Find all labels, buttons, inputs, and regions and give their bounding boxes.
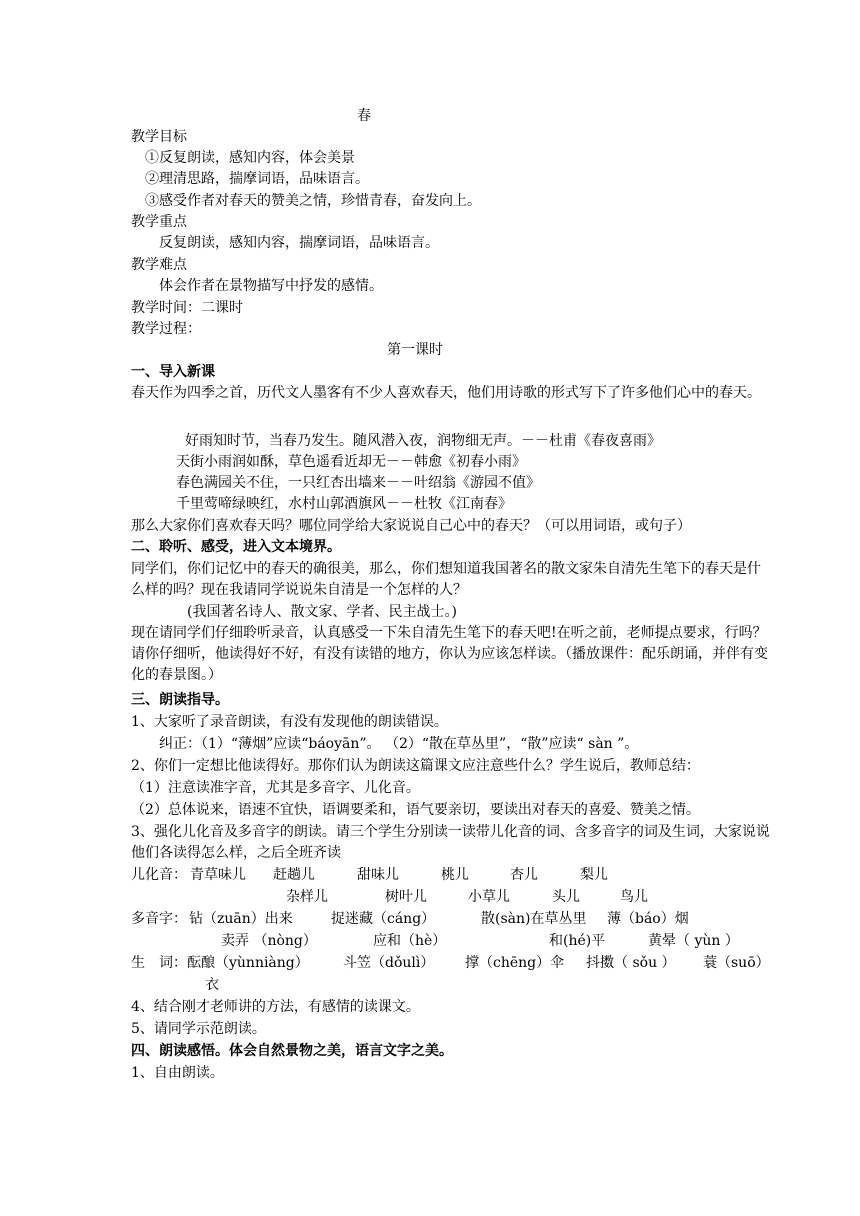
erhua-word: 树叶儿 — [385, 889, 427, 905]
difficulty-heading: 教学难点 — [131, 257, 187, 273]
shengci-tail: 衣 — [205, 977, 219, 993]
teaching-time: 教学时间：二课时 — [131, 300, 243, 316]
shengci-word: 蓑（suō） — [703, 955, 770, 971]
erhua-label: 儿化音： — [131, 867, 187, 883]
shengci-label: 生 — [131, 955, 145, 971]
shengci-word: 抖擞（ sǒu ） — [586, 955, 676, 971]
teaching-process: 教学过程： — [131, 321, 201, 337]
part4-item: 1、自由朗读。 — [131, 1065, 224, 1081]
poem-line: 好雨知时节，当春乃发生。随风潜入夜，润物细无声。－－杜甫《春夜喜雨》 — [185, 433, 661, 449]
erhua-word: 青草味儿 — [190, 867, 246, 883]
goal-item: ③感受作者对春天的赞美之情，珍惜青春，奋发向上。 — [145, 193, 481, 209]
erhua-word: 杏儿 — [510, 867, 538, 883]
shengci-word: 撑（chēng）伞 — [465, 955, 565, 971]
lesson-heading: 第一课时 — [387, 342, 443, 358]
key-text: 反复朗读，感知内容，揣摩词语，品味语言。 — [159, 235, 439, 251]
shengci-word: 斗笠（dǒulì） — [343, 955, 435, 971]
duoyin-word: 黄晕（ yùn ） — [648, 933, 739, 949]
part2-paragraph: 同学们，你们记忆中的春天的确很美，那么，你们想知道我国著名的散文家朱自清先生笔下的春天是什么样的吗？现在我请同学说说朱自清是一个怎样的人？ — [131, 561, 761, 598]
part3-subitem: （2）总体说来，语速不宜快，语调要柔和，语气要亲切，要读出对春天的喜爱、赞美之情。 — [131, 802, 700, 818]
part4-heading: 四、朗读感悟。体会自然景物之美，语言文字之美。 — [131, 1043, 453, 1059]
part3-item: 5、请同学示范朗读。 — [131, 1021, 266, 1037]
part1-heading: 一、导入新课 — [131, 364, 215, 380]
part3-item: 3、强化儿化音及多音字的朗读。请三个学生分别读一读带儿化音的词、含多音字的词及生词，大家说说他们各读得怎么样，之后全班齐读 — [131, 824, 770, 861]
part3-subitem: （1）注意读准字音，尤其是多音字、儿化音。 — [131, 780, 420, 796]
erhua-word: 甜味儿 — [357, 867, 399, 883]
erhua-word: 桃儿 — [441, 867, 469, 883]
key-heading: 教学重点 — [131, 214, 187, 230]
poem-line: 千里莺啼绿映红，水村山郭酒旗风－－杜牧《江南春》 — [176, 496, 512, 512]
shengci-word: 酝酿（yùnniàng） — [187, 955, 309, 971]
goal-item: ②理清思路，揣摩词语，品味语言。 — [145, 171, 369, 187]
goals-heading: 教学目标 — [131, 129, 187, 145]
duoyin-word: 和(hé)平 — [549, 933, 606, 949]
goal-item: ①反复朗读，感知内容，体会美景 — [145, 150, 355, 166]
document-title: 春 — [357, 108, 371, 124]
erhua-word: 头儿 — [552, 889, 580, 905]
poem-line: 春色满园关不住，一只红杏出墙来－－叶绍翁《游园不值》 — [176, 475, 540, 491]
erhua-word: 小草儿 — [468, 889, 510, 905]
shengci-label: 词： — [159, 955, 187, 971]
part3-item: 2、你们一定想比他读得好。那你们认为朗读这篇课文应注意些什么？学生说后，教师总结： — [131, 758, 700, 774]
duoyin-label: 多音字： — [131, 911, 187, 927]
part2-paragraph: 现在请同学们仔细聆听录音，认真感受一下朱自清先生笔下的春天吧!在听之前，老师提点要求，行吗？请你仔细听，他读得好不好，有没有读错的地方，你认为应该怎样读。（播放课件：配乐朗诵，并伴有变化的春景图。） — [131, 625, 768, 683]
part2-heading: 二、聆听、感受，进入文本境界。 — [131, 539, 341, 555]
part3-item: 1、大家听了录音朗读，有没有发现他的朗读错误。 — [131, 714, 448, 730]
erhua-word: 鸟儿 — [620, 889, 648, 905]
duoyin-word: 应和（hè） — [373, 933, 447, 949]
part2-note: (我国著名诗人、散文家、学者、民主战士。) — [187, 604, 457, 620]
erhua-word: 杂样儿 — [286, 889, 328, 905]
erhua-word: 赶趟儿 — [273, 867, 315, 883]
erhua-word: 梨儿 — [580, 867, 608, 883]
correction-text: 纠正：（1）“薄烟”应读“báoyān”。 （2）“散在草丛里”，“散”应读“ sàn ”。 — [159, 736, 639, 752]
duoyin-word: 卖弄 （nòng） — [221, 933, 317, 949]
poem-line: 天街小雨润如酥，草色遥看近却无－－韩愈《初春小雨》 — [176, 454, 526, 470]
part1-question: 那么大家你们喜欢春天吗？哪位同学给大家说说自己心中的春天？（可以用词语，或句子） — [131, 518, 691, 534]
duoyin-word: 钻（zuān）出来 — [189, 911, 293, 927]
duoyin-word: 薄（báo）烟 — [607, 911, 689, 927]
duoyin-word: 散(sàn)在草丛里 — [481, 911, 587, 927]
part3-heading: 三、朗读指导。 — [131, 692, 229, 708]
difficulty-text: 体会作者在景物描写中抒发的感情。 — [159, 278, 383, 294]
duoyin-word: 捉迷藏（cáng） — [331, 911, 436, 927]
part1-intro: 春天作为四季之首，历代文人墨客有不少人喜欢春天，他们用诗歌的形式写下了许多他们心中的春天。 — [131, 385, 761, 401]
part3-item: 4、结合刚才老师讲的方法，有感情的读课文。 — [131, 999, 420, 1015]
